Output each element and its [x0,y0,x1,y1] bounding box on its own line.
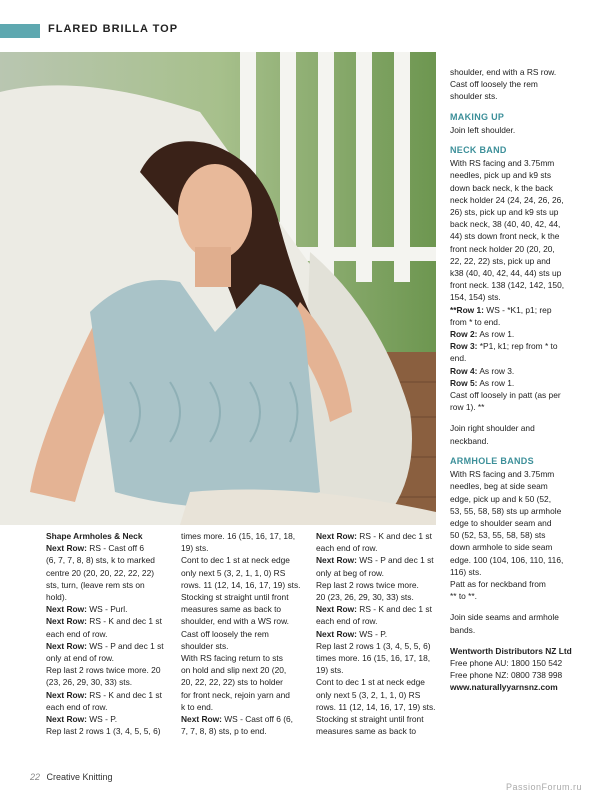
row-label: Next Row: [316,628,357,639]
row-text: RS - K and dec 1 st [86,616,162,627]
row-label: Row 4: [450,365,478,376]
text-line: end. [450,353,467,364]
text-line [46,725,174,737]
row-text: (23, 26, 29, 30, 33) sts. [46,677,133,688]
text-line: needles, pick up and k9 sts [450,170,552,181]
text-line [46,567,174,579]
text-line [181,689,309,701]
row-text: on hold and slip next 20 (20, [181,665,287,676]
row-label: Next Row: [316,555,357,566]
row-text: RS - K and dec 1 st [86,689,162,700]
text-line [46,713,174,725]
text-line [316,713,444,725]
row-label: **Row 1: [450,304,484,315]
text-line [316,701,444,713]
text-line [46,603,174,615]
text-column-3 [316,530,444,737]
text-line [316,554,444,566]
text-line [181,579,309,591]
row-label: Next Row: [46,604,87,615]
text-line: from * to end. [450,316,501,327]
row-instruction [450,365,600,377]
text-line: 22, 22, 22) sts, pick up and [450,255,551,266]
row-text: each end of row. [46,628,108,639]
text-line: Cast off loosely the rem [450,79,538,90]
text-line [181,615,309,627]
row-text: rows. 11 (12, 14, 16, 17, 19) sts. [316,701,436,712]
row-label: Next Row: [181,714,222,725]
text-line: Join side seams and armhole [450,612,559,623]
text-line: 154, 154) sts. [450,292,501,303]
row-text: 19) sts. [181,543,209,554]
watermark: PassionForum.ru [506,782,583,792]
row-label: Row 5: [450,377,478,388]
row-text: k to end. [181,701,214,712]
row-label: Row 2: [450,329,478,340]
row-text: Cast off loosely the rem [181,628,269,639]
text-line [46,664,174,676]
text-line: 50 (52, 53, 55, 58, 58) sts [450,530,546,541]
row-text: each end of row. [316,616,378,627]
text-line: edge to shoulder seam and [450,517,552,528]
text-line [46,640,174,652]
text-line: Patt as for neckband from [450,578,546,589]
text-line: edge, pick up and k 50 (52, [450,493,552,504]
text-line [181,567,309,579]
distributor-url[interactable]: www.naturallyyarnsnz.com [450,682,558,693]
text-line: Join right shoulder and [450,423,535,434]
text-line: 44) sts down front neck, k the [450,231,560,242]
row-text: only at end of row. [46,653,114,664]
distributor-phone: Free phone AU: 1800 150 542 [450,657,563,668]
row-text: (6, 7, 7, 8, 8) sts, k to marked [46,555,155,566]
text-line [46,652,174,664]
row-text: Cont to dec 1 st at neck edge [316,677,425,688]
header-accent-bar [0,24,40,38]
row-text: measures same as back to [181,604,282,615]
row-instruction [450,304,600,316]
text-line [46,530,174,542]
row-text: only next 5 (3, 2, 1, 1, 0) RS [316,689,421,700]
text-line [181,591,309,603]
text-line [181,713,309,725]
row-text: WS - *K1, p1; rep [483,304,552,315]
text-line [316,652,444,664]
row-label: Next Row: [46,714,87,725]
row-text: centre 20 (20, 20, 22, 22, 22) [46,567,155,578]
text-line [46,542,174,554]
row-label: Shape Armholes & Neck [46,531,143,541]
row-label: Next Row: [46,689,87,700]
text-line: shoulder, end with a RS row. [450,67,557,77]
section-heading-armhole-bands: ARMHOLE BANDS [450,455,534,466]
row-text: hold). [46,592,67,603]
text-line [46,701,174,713]
row-text: Rep last 2 rows 1 (3, 4, 5, 5, 6) [46,726,161,737]
row-text: WS - Purl. [86,604,128,615]
text-line: 26) sts, pick up and k9 sts up [450,207,559,218]
text-line [316,628,444,640]
text-line [316,676,444,688]
text-line [316,725,444,737]
row-text: Rep last 2 rows 1 (3, 4, 5, 5, 6) [316,640,431,651]
text-line [181,676,309,688]
text-line: neckband. [450,435,489,446]
row-label: Next Row: [46,543,87,554]
text-line: front neck holder 20 (20, 20, [450,243,555,254]
row-instruction [450,328,600,340]
text-column-2 [181,530,309,737]
page-title: FLARED BRILLA TOP [48,23,179,35]
row-text: WS - Cast off 6 (6, [221,714,294,725]
text-line [316,567,444,579]
text-line [316,591,444,603]
row-text: With RS facing return to sts [181,653,283,664]
text-line [181,542,309,554]
row-text: Stocking st straight until front [181,592,289,603]
row-label: Next Row: [316,604,357,615]
text-line [181,628,309,640]
row-text: RS - K and dec 1 st [356,604,432,615]
photo-woman-in-wicker-chair [0,52,436,525]
text-line: k38 (40, 40, 42, 44, 44) sts up [450,268,562,279]
page-footer [30,772,113,782]
text-line [181,701,309,713]
row-text: As row 1. [477,377,515,388]
text-line: With RS facing and 3.75mm [450,158,555,169]
text-line [316,530,444,542]
row-label: Row 3: [450,341,478,352]
row-text: Rep last 2 rows twice more. [316,579,419,590]
row-text: As row 1. [477,329,515,340]
row-text: RS - K and dec 1 st [356,531,432,541]
row-instruction [450,377,600,389]
text-line: back neck, 38 (40, 40, 42, 44, [450,219,561,230]
row-label: Next Row: [316,531,357,541]
text-line: shoulder sts. [450,91,498,102]
text-line [181,554,309,566]
text-line: With RS facing and 3.75mm [450,469,555,480]
row-text: times more. 16 (15, 16, 17, 18, [181,531,296,541]
text-line [46,689,174,701]
text-line [316,689,444,701]
text-line [316,542,444,554]
text-line: neck holder 24 (24, 24, 26, 26, [450,194,564,205]
text-line [181,640,309,652]
text-line [181,652,309,664]
row-text: only next 5 (3, 2, 1, 1, 0) RS [181,567,286,578]
right-column-text [450,66,600,694]
text-line: Join left shoulder. [450,124,516,135]
text-line [316,603,444,615]
row-text: only at beg of row. [316,567,384,578]
page-number: 22 [30,772,41,782]
text-line [181,664,309,676]
row-text: WS - P. [86,714,118,725]
section-heading-neck-band: NECK BAND [450,145,507,156]
section-heading-making-up: MAKING UP [450,111,505,122]
row-text: sts, turn, (leave rem sts on [46,579,145,590]
text-line: needles, beg at side seam [450,481,548,492]
row-text: shoulder sts. [181,640,229,651]
text-line [46,579,174,591]
row-text: As row 3. [477,365,515,376]
text-line: 53, 55, 58, 58) sts up armhole [450,505,562,516]
text-line: down armhole to side seam [450,542,553,553]
row-label: Next Row: [46,616,87,627]
row-text: measures same as back to [316,726,417,737]
magazine-name: Creative Knitting [46,772,113,782]
text-line [46,676,174,688]
text-line: front neck. 138 (142, 142, 150, [450,280,565,291]
text-line [46,615,174,627]
text-line: row 1). ** [450,402,485,413]
text-line [181,530,309,542]
row-label: Next Row: [46,640,87,651]
row-text: WS - P. [356,628,388,639]
text-line [316,664,444,676]
row-text: Stocking st straight until front [316,714,424,725]
distributor-name: Wentworth Distributors NZ Ltd [450,645,572,656]
text-line: ** to **. [450,591,478,602]
text-line [316,615,444,627]
row-text: WS - P and dec 1 st [356,555,434,566]
row-text: times more. 16 (15, 16, 17, 18, [316,653,431,664]
text-column-1 [46,530,174,737]
row-text: WS - P and dec 1 st [86,640,164,651]
row-text: each end of row. [316,543,378,554]
row-text: 7, 7, 8, 8) sts, p to end. [181,726,267,737]
row-instruction [450,340,600,352]
text-line [181,725,309,737]
text-line: 116) sts. [450,566,482,577]
row-text: 20, 22, 22, 22) sts to holder [181,677,283,688]
row-text: 19) sts. [316,665,344,676]
text-line [316,640,444,652]
row-text: shoulder, end with a WS row. [181,616,289,627]
text-line: bands. [450,624,476,635]
row-text: Rep last 2 rows twice more. 20 [46,665,161,676]
distributor-phone: Free phone NZ: 0800 738 998 [450,670,563,681]
text-line [46,628,174,640]
text-line [46,591,174,603]
row-text: RS - Cast off 6 [86,543,145,554]
row-text: for front neck, rejoin yarn and [181,689,290,700]
text-line [181,603,309,615]
row-text: rows. 11 (12, 14, 16, 17, 19) sts. [181,579,301,590]
text-line: down back neck, k the back [450,182,553,193]
text-line [46,554,174,566]
text-line: Cast off loosely in patt (as per [450,390,561,401]
text-line: edge. 100 (104, 106, 110, 116, [450,554,564,565]
row-text: each end of row. [46,701,108,712]
row-text: 20 (23, 26, 29, 30, 33) sts. [316,592,414,603]
row-text: Cont to dec 1 st at neck edge [181,555,290,566]
row-text: *P1, k1; rep from * to [477,341,558,352]
text-line [316,579,444,591]
